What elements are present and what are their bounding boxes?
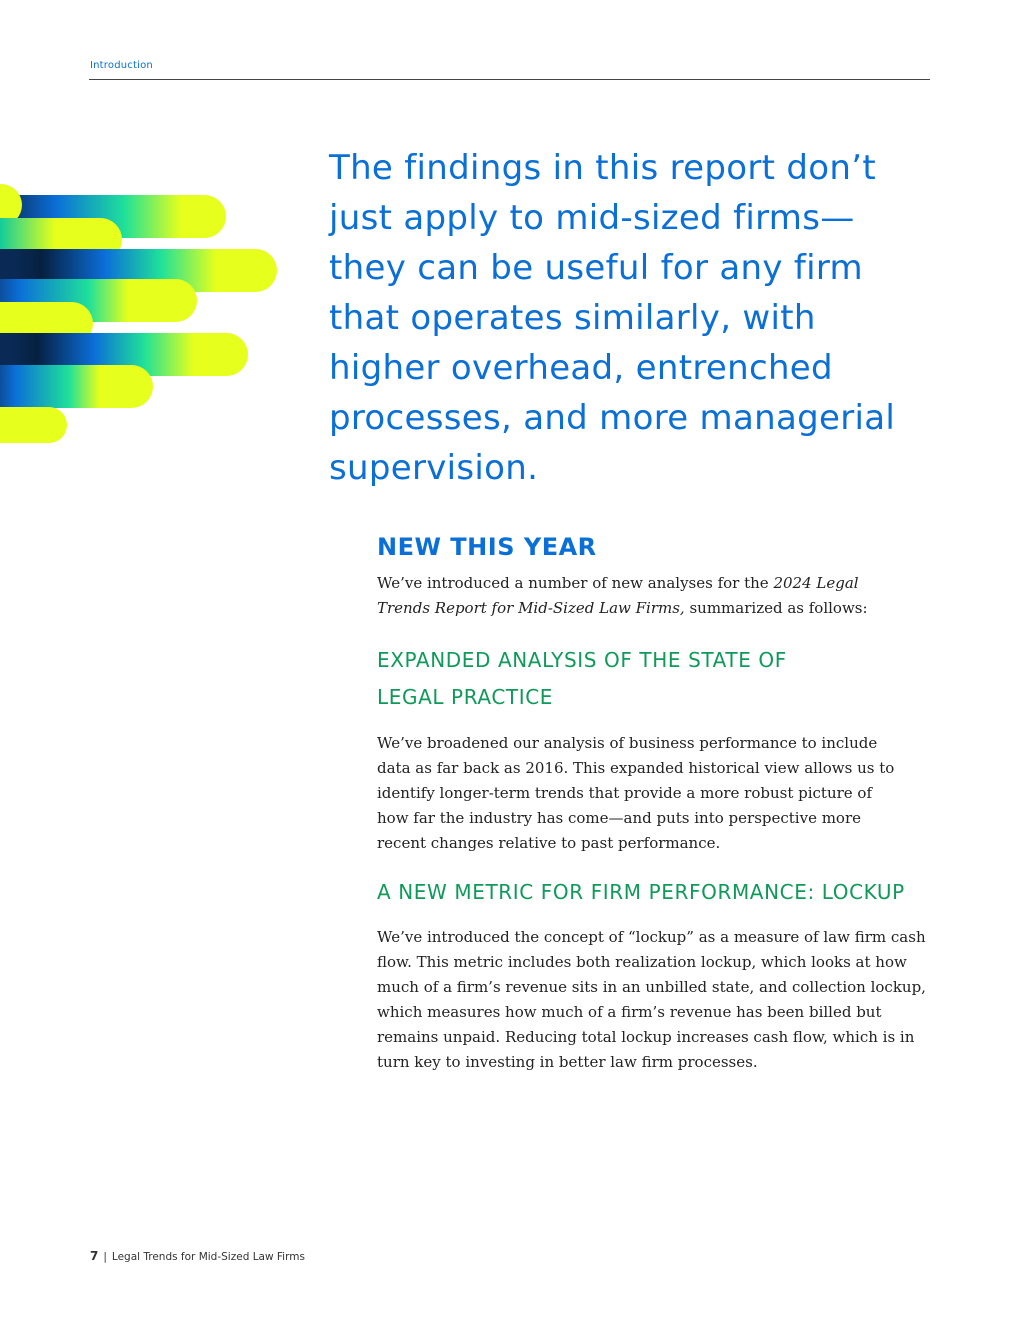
subsection-heading: A NEW METRIC FOR FIRM PERFORMANCE: LOCKUP [377,880,905,904]
subsection-heading: EXPANDED ANALYSIS OF THE STATE OF LEGAL PRACTICE [377,648,787,709]
section-heading: NEW THIS YEAR [377,533,597,561]
subsection-body: We’ve introduced the concept of “lockup” as a measure of law firm cash flow. This metric includes both realization lockup, which looks at how much of a firm’s revenue sits in an unbilled state, and collection lockup, which measures how much of a firm’s revenue has been billed but remains unpaid. Reducing total lockup increases cash flow, which is in turn key to investing in better law firm processes. [377,928,926,1071]
decorative-gradient-stripes [0,150,300,470]
footer-separator: | [103,1251,107,1263]
subsection-body: We’ve broadened our analysis of business performance to include data as far back as 2016. This expanded historical view allows us to identify longer-term trends that provide a more robust picture of how far the industry has come—and puts into perspective more recent changes relative to past performance. [377,734,895,852]
page-footer [90,1249,305,1263]
page-number: 7 [90,1249,99,1263]
intro-text: We’ve introduced a number of new analyses for the [377,574,774,592]
intro-text: summarized as follows: [684,599,868,617]
header-divider [89,79,930,80]
footer-title: Legal Trends for Mid-Sized Law Firms [111,1251,305,1263]
main-content [377,533,937,1075]
stripe [0,365,153,408]
report-title: 2024 Legal Trends Report for Mid-Sized Law Firms, [377,574,859,617]
section-label: Introduction [90,60,153,71]
pull-quote: The findings in this report don’t just apply to mid-sized firms—they can be useful for any firm that operates similarly, with higher overhead, entrenched processes, and more managerial supervision. [329,148,896,488]
intro-paragraph [377,571,897,621]
stripe [0,407,67,443]
